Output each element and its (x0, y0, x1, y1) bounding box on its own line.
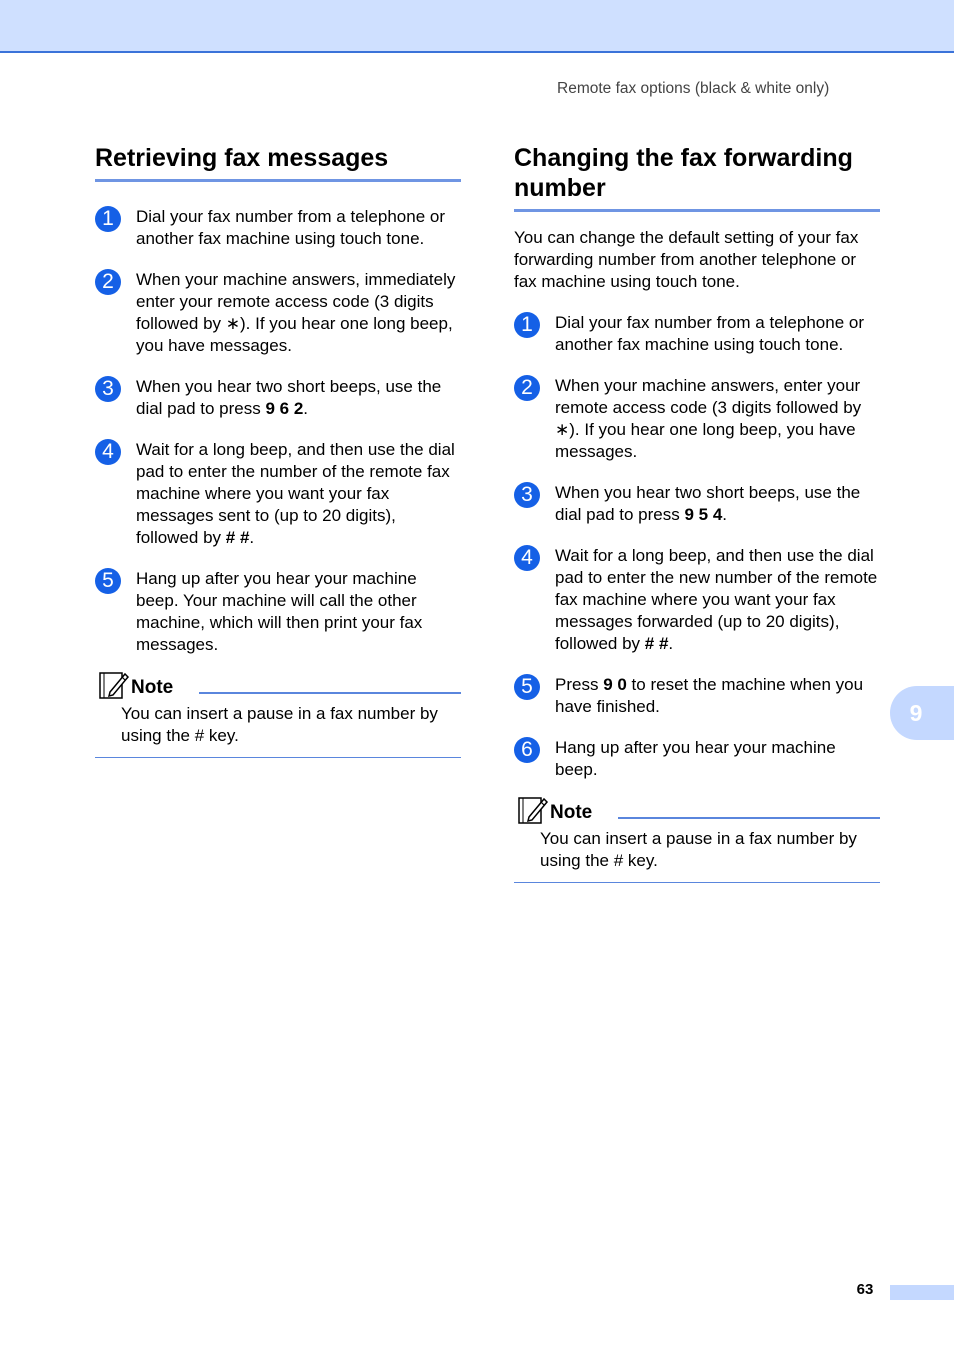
steps-list-retrieving (95, 206, 461, 656)
steps-list-forwarding (514, 312, 880, 781)
left-column (95, 143, 461, 758)
step-number-badge: 2 (514, 375, 540, 401)
note-box (95, 672, 461, 758)
chapter-number: 9 (909, 700, 923, 726)
step-item (95, 269, 461, 357)
step-item (514, 312, 880, 356)
step-text: When your machine answers, immediately enter your remote access code (3 digits followed by ∗). If you hear one long beep, you have messages. (136, 270, 456, 355)
step-text-pre: Press (555, 675, 604, 694)
step-text: When your machine answers, enter your remote access code (3 digits followed by ∗). If you hear one long beep, you have messages. (555, 376, 862, 461)
step-keys: # # (644, 634, 669, 653)
note-rule (199, 692, 461, 694)
intro-paragraph: You can change the default setting of your fax forwarding number from another telephone or fax machine using touch tone. (514, 228, 859, 291)
step-text: Hang up after you hear your machine beep. Your machine will call the other machine, which will then print your fax messages. (136, 569, 423, 654)
step-text-post: to reset the machine when you have finished. (555, 675, 864, 716)
step-number-badge: 3 (514, 482, 540, 508)
running-header: Remote fax options (black & white only) (557, 80, 830, 97)
step-item (514, 482, 880, 526)
step-item (95, 568, 461, 656)
note-label: Note (131, 677, 174, 698)
section-title-retrieving: Retrieving fax messages (95, 143, 461, 182)
step-number-badge: 2 (95, 269, 121, 295)
step-number-badge: 5 (95, 568, 121, 594)
step-text (555, 545, 880, 655)
step-text-post: . (668, 634, 674, 653)
step-text-post: . (722, 505, 728, 524)
step-text (136, 439, 461, 549)
step-number-badge: 4 (95, 439, 121, 465)
step-text-pre: When you hear two short beeps, use the dial pad to press (136, 377, 442, 418)
note-rule (618, 817, 880, 819)
top-header-band (0, 0, 954, 53)
step-keys: 9 6 2 (265, 399, 304, 418)
step-number-badge: 3 (95, 376, 121, 402)
step-item (95, 206, 461, 250)
step-text: Dial your fax number from a telephone or another fax machine using touch tone. (555, 313, 864, 354)
step-text (136, 376, 461, 420)
step-item (514, 545, 880, 655)
section-title-forwarding: Changing the fax forwarding number (514, 143, 880, 212)
step-text (555, 674, 880, 718)
step-keys: 9 5 4 (684, 505, 723, 524)
step-number-badge: 6 (514, 737, 540, 763)
step-number-badge: 1 (514, 312, 540, 338)
step-text-pre: Wait for a long beep, and then use the dial pad to enter the new number of the remote fax machine where you want your fax messages forwarded (up to 20 digits), followed by (555, 546, 878, 653)
step-keys: 9 0 (603, 675, 627, 694)
step-item (514, 375, 880, 463)
step-number-badge: 1 (95, 206, 121, 232)
step-item (95, 376, 461, 420)
step-item (95, 439, 461, 549)
step-text: Hang up after you hear your machine beep. (555, 738, 836, 779)
step-text-post: . (249, 528, 255, 547)
note-pencil-icon (517, 795, 549, 825)
step-item (514, 737, 880, 781)
note-box (514, 797, 880, 883)
note-header (95, 672, 461, 700)
note-pencil-icon (98, 670, 130, 700)
step-text-pre: Wait for a long beep, and then use the dial pad to enter the number of the remote fax machine where you want your fax messages sent to (up to 20 digits), followed by (136, 440, 455, 547)
step-number-badge: 5 (514, 674, 540, 700)
step-keys: # # (225, 528, 250, 547)
step-text (555, 482, 880, 526)
note-header (514, 797, 880, 825)
step-text: Dial your fax number from a telephone or another fax machine using touch tone. (136, 207, 445, 248)
page-number: 63 (856, 1281, 874, 1298)
step-number-badge: 4 (514, 545, 540, 571)
chapter-tab (890, 686, 954, 740)
note-label: Note (550, 802, 593, 823)
page-number-bar (890, 1285, 954, 1300)
note-text: You can insert a pause in a fax number by using the # key. (121, 704, 438, 745)
step-text-pre: When you hear two short beeps, use the dial pad to press (555, 483, 861, 524)
right-column (514, 143, 880, 883)
step-text-post: . (303, 399, 309, 418)
step-item (514, 674, 880, 718)
note-text: You can insert a pause in a fax number by using the # key. (540, 829, 857, 870)
